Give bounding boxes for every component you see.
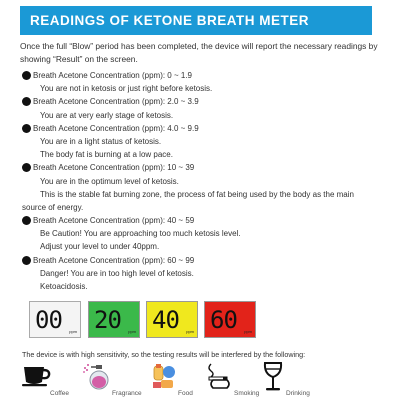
- bullet-icon: [22, 216, 31, 225]
- level-5-line: Danger! You are in too high level of ketosis.: [40, 268, 194, 278]
- interference-icons: [0, 360, 400, 400]
- bullet-icon: [22, 71, 31, 80]
- level-0-line: You are not in ketosis or just right before ketosis.: [40, 84, 213, 94]
- wine-glass-icon: [262, 362, 284, 397]
- bullet-icon: [22, 163, 31, 172]
- title-banner: [20, 6, 372, 35]
- meter-value: 60: [210, 306, 237, 334]
- sensitivity-note: The device is with high sensitivity, so the testing results will be interfered by the following:: [22, 350, 306, 359]
- bullet-icon: [22, 124, 31, 133]
- interference-label: Smoking: [234, 390, 260, 397]
- interference-label: Coffee: [50, 390, 70, 397]
- level-2-heading: Breath Acetone Concentration (ppm): 4.0 ~ 9.9: [22, 122, 382, 135]
- level-4-line: Be Caution! You are approaching too much ketosis level.: [40, 229, 241, 239]
- level-4-heading: Breath Acetone Concentration (ppm): 40 ~ 59: [22, 214, 382, 227]
- perfume-bottle-icon: [82, 362, 112, 395]
- level-3-line-tail: source of energy.: [22, 202, 84, 212]
- meter-value: 00: [35, 306, 62, 334]
- meter-unit: ppm: [128, 329, 136, 334]
- level-3-line: You are in the optimum level of ketosis.: [40, 176, 179, 186]
- interference-label: Food: [178, 390, 193, 397]
- readings-list: [22, 69, 382, 293]
- meter-value: 20: [94, 306, 121, 334]
- coffee-cup-icon: [22, 362, 52, 393]
- level-0-heading: Breath Acetone Concentration (ppm): 0 ~ 1.9: [22, 69, 382, 82]
- level-3-line: This is the stable fat burning zone, the process of fat being used by the body as the main: [40, 189, 354, 199]
- meter-unit: ppm: [69, 329, 77, 334]
- level-1-heading: Breath Acetone Concentration (ppm): 2.0 ~ 3.9: [22, 95, 382, 108]
- meter-unit: ppm: [244, 329, 252, 334]
- level-5-line: Ketoacidosis.: [40, 282, 88, 291]
- level-1-line: You are at very early stage of ketosis.: [40, 110, 174, 120]
- bullet-icon: [22, 97, 31, 106]
- level-2-line: You are in a light status of ketosis.: [40, 136, 162, 146]
- intro-paragraph: Once the full “Blow” period has been completed, the device will report the necessary readings by showing “Result” on the screen.: [20, 41, 378, 64]
- smoking-hand-icon: [203, 362, 233, 395]
- meter-displays: [29, 301, 259, 341]
- meter-display: [146, 301, 198, 338]
- interference-label: Fragrance: [112, 390, 142, 397]
- food-icon: [151, 362, 177, 395]
- page-title: READINGS OF KETONE BREATH METER: [30, 13, 310, 28]
- bullet-icon: [22, 256, 31, 265]
- level-3-heading: Breath Acetone Concentration (ppm): 10 ~ 39: [22, 161, 382, 174]
- meter-display: [88, 301, 140, 338]
- level-4-line: Adjust your level to under 40ppm.: [40, 242, 160, 252]
- meter-display: [204, 301, 256, 338]
- meter-value: 40: [152, 306, 179, 334]
- meter-unit: ppm: [186, 329, 194, 334]
- level-5-heading: Breath Acetone Concentration (ppm): 60 ~ 99: [22, 254, 382, 267]
- interference-label: Drinking: [286, 390, 310, 397]
- level-2-line: The body fat is burning at a low pace.: [40, 150, 173, 160]
- meter-display: [29, 301, 81, 338]
